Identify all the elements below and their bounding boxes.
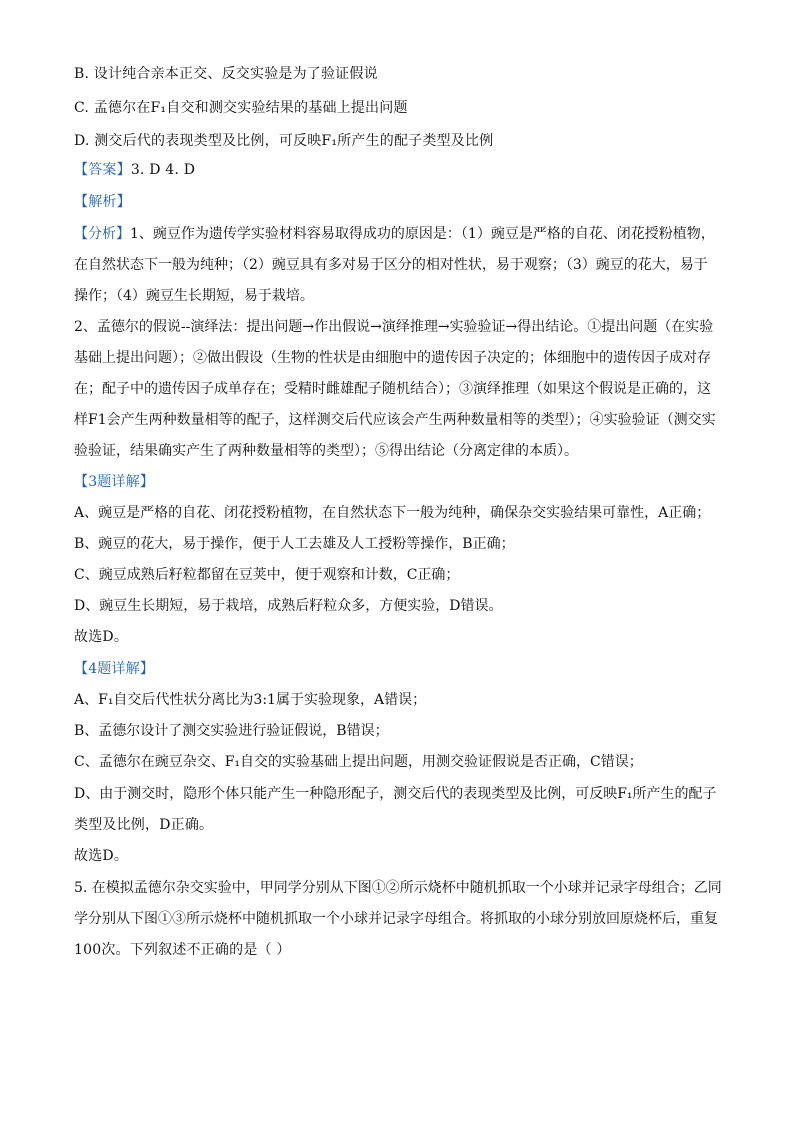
question-5-line2: 学分别从下图①③所示烧杯中随机抓取一个小球并记录字母组合。将抓取的小球分别放回原烧杯后，重复 xyxy=(74,911,718,927)
q3-conclusion: 故选D。 xyxy=(74,629,129,645)
answer-text: 3. D 4. D xyxy=(130,162,196,178)
q3-option-c: C、豌豆成熟后籽粒都留在豆荚中，便于观察和计数，C正确； xyxy=(74,567,460,583)
option-c: C. 孟德尔在F₁自交和测交实验结果的基础上提出问题 xyxy=(74,100,408,116)
analysis-p1-line1 xyxy=(74,224,715,244)
analysis-heading xyxy=(74,192,131,212)
q4-conclusion: 故选D。 xyxy=(74,848,129,864)
q3-heading xyxy=(74,472,154,492)
analysis-p1-text1: 1、豌豆作为遗传学实验材料容易取得成功的原因是：（1）豌豆是严格的自花、闭花授粉植物， xyxy=(130,226,715,242)
q4-option-c: C、孟德尔在豌豆杂交、F₁自交的实验基础上提出问题，用测交验证假说是否正确，C错误； xyxy=(74,754,643,770)
analysis-p2-line3: 在；配子中的遗传因子成单存在；受精时雌雄配子随机结合）；③演绎推理（如果这个假说是正确的，这 xyxy=(74,381,711,397)
option-b: B. 设计纯合亲本正交、反交实验是为了验证假说 xyxy=(74,66,378,82)
fenxi-label: 【分析】 xyxy=(74,226,130,242)
q4-option-a: A、F₁自交后代性状分离比为3:1属于实验现象，A错误； xyxy=(74,692,427,708)
analysis-label: 【解析】 xyxy=(74,194,131,210)
analysis-p1-line2: 在自然状态下一般为纯种；（2）豌豆具有多对易于区分的相对性状，易于观察；（3）豌豆的花大，易于 xyxy=(74,257,708,273)
q3-option-d: D、豌豆生长期短，易于栽培，成熟后籽粒众多，方便实验，D错误。 xyxy=(74,598,503,614)
answer-label: 【答案】 xyxy=(74,162,131,178)
q4-heading xyxy=(74,659,154,679)
question-5-line3: 100次。下列叙述不正确的是（ ） xyxy=(74,942,291,958)
analysis-p2-line5: 验验证，结果确实产生了两种数量相等的类型）；⑤得出结论（分离定律的本质）。 xyxy=(74,443,578,459)
q4-option-d-line1: D、由于测交时，隐形个体只能产生一种隐形配子，测交后代的表现类型及比例，可反映F₁所产生的配子 xyxy=(74,786,717,802)
analysis-p2-line2: 基础上提出问题）；②做出假设（生物的性状是由细胞中的遗传因子决定的；体细胞中的遗传因子成对存 xyxy=(74,350,711,366)
analysis-p1-line3: 操作；（4）豌豆生长期短，易于栽培。 xyxy=(74,288,314,304)
q3-option-b: B、豌豆的花大，易于操作，便于人工去雄及人工授粉等操作，B正确； xyxy=(74,536,515,552)
q4-option-b: B、孟德尔设计了测交实验进行验证假说，B错误； xyxy=(74,723,389,739)
q4-label: 【4题详解】 xyxy=(74,661,155,677)
answer-line xyxy=(74,160,195,180)
q3-label: 【3题详解】 xyxy=(74,474,155,490)
q3-option-a: A、豌豆是严格的自花、闭花授粉植物，在自然状态下一般为纯种，确保杂交实验结果可靠性，A正确； xyxy=(74,505,711,521)
analysis-p2-line1: 2、孟德尔的假说--演绎法：提出问题→作出假说→演绎推理→实验验证→得出结论。①提出问题（在实验 xyxy=(74,319,714,335)
question-5-line1: 5. 在模拟孟德尔杂交实验中，甲同学分别从下图①②所示烧杯中随机抓取一个小球并记录字母组合；乙同 xyxy=(74,880,722,896)
option-d: D. 测交后代的表现类型及比例，可反映F₁所产生的配子类型及比例 xyxy=(74,133,494,149)
analysis-p2-line4: 样F1会产生两种数量相等的配子，这样测交后代应该会产生两种数量相等的类型）；④实验验证（测交实 xyxy=(74,412,716,428)
q4-option-d-line2: 类型及比例，D正确。 xyxy=(74,817,214,833)
